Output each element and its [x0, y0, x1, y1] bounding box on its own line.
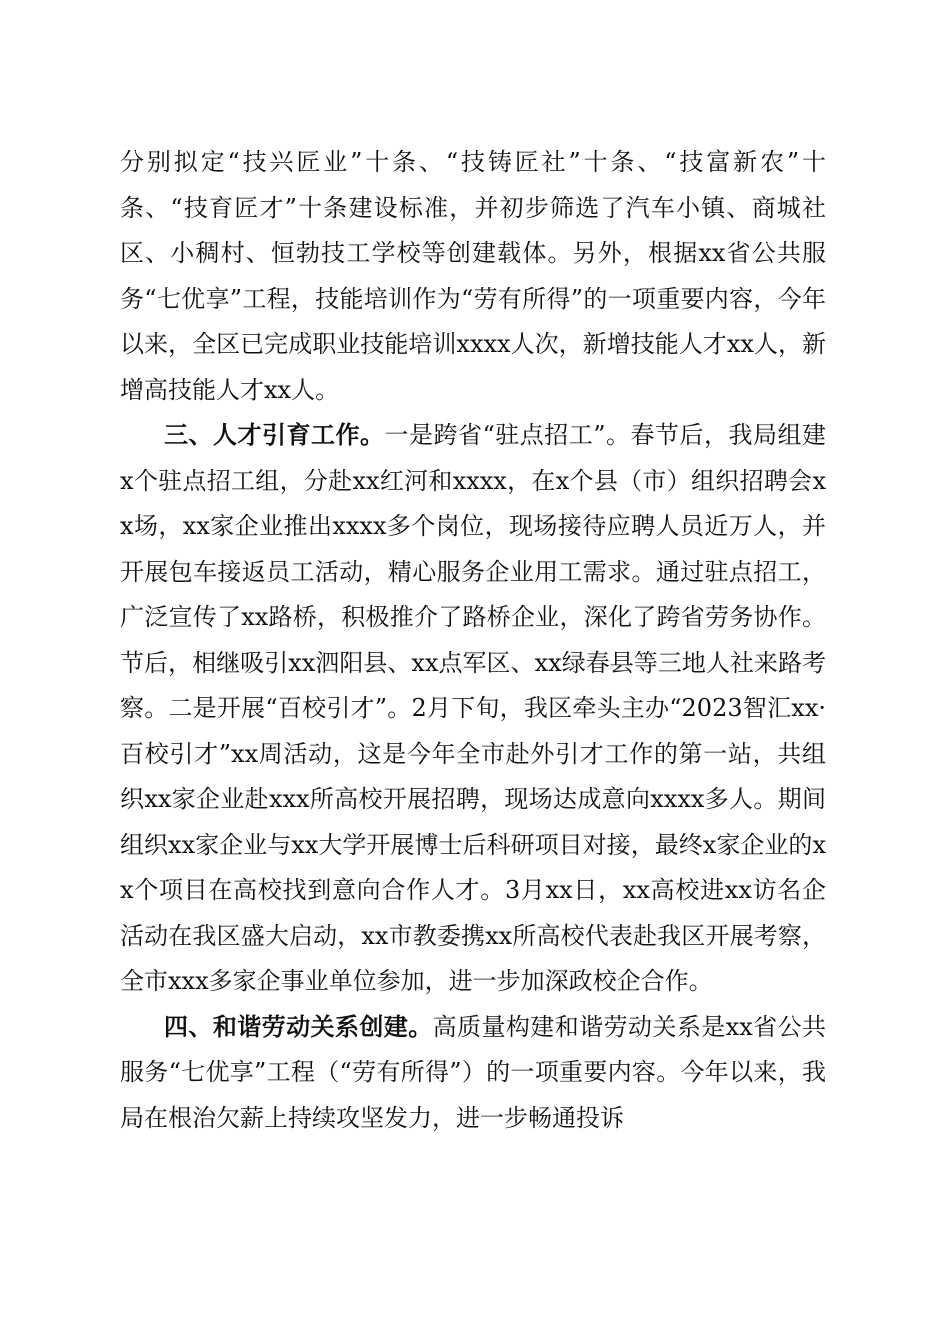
- document-body: [120, 140, 826, 1141]
- section-body-talent: 一是跨省“驻点招工”。春节后，我局组建x个驻点招工组，分赴xx红河和xxxx，在x个县（市）组织招聘会xx场，xx家企业推出xxxx多个岗位，现场接待应聘人员近万人，并开展包车接返员工活动，精心服务企业用工需求。通过驻点招工，广泛宣传了xx路桥，积极推介了路桥企业，深化了跨省劳务协作。节后，相继吸引xx泗阳县、xx点军区、xx绿春县等三地人社来路考察。二是开展“百校引才”。2月下旬，我区牵头主办“2023智汇xx·百校引才”xx周活动，这是今年全市赴外引才工作的第一站，共组织xx家企业赴xxx所高校开展招聘，现场达成意向xxxx多人。期间组织xx家企业与xx大学开展博士后科研项目对接，最终x家企业的xx个项目在高校找到意向合作人才。3月xx日，xx高校进xx访名企活动在我区盛大启动，xx市教委携xx所高校代表赴我区开展考察，全市xxx多家企事业单位参加，进一步加深政校企合作。: [120, 421, 826, 995]
- section-heading-labor: 四、和谐劳动关系创建。: [164, 1012, 433, 1041]
- section-heading-talent: 三、人才引育工作。: [164, 421, 385, 449]
- section-body-labor: 高质量构建和谐劳动关系是xx省公共服务“七优享”工程（“劳有所得”）的一项重要内容。今年以来，我局在根治欠薪上持续攻坚发力，进一步畅通投诉: [120, 1012, 826, 1132]
- paragraph-labor-relations: [120, 1005, 826, 1142]
- paragraph-skills-training: 分别拟定“技兴匠业”十条、“技铸匠社”十条、“技富新农”十条、“技育匠才”十条建设标准，并初步筛选了汽车小镇、商城社区、小稠村、恒勃技工学校等创建载体。另外，根据xx省公共服务“七优享”工程，技能培训作为“劳有所得”的一项重要内容，今年以来，全区已完成职业技能培训xxxx人次，新增技能人才xx人，新增高技能人才xx人。: [120, 148, 826, 404]
- paragraph-talent-recruitment: [120, 413, 826, 1005]
